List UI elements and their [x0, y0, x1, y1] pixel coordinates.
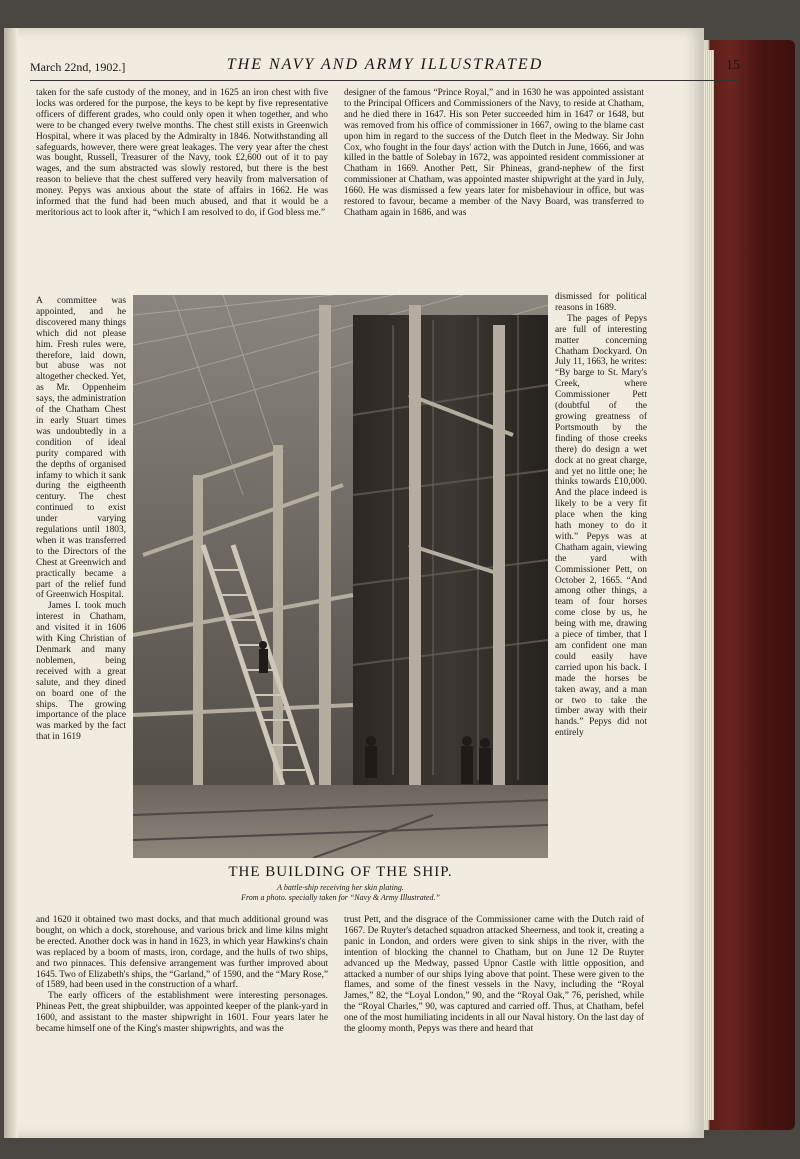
publication-title: THE NAVY AND ARMY ILLUSTRATED: [226, 56, 544, 73]
page-gutter: [4, 28, 18, 1138]
issue-date: March 22nd, 1902.]: [30, 60, 126, 74]
paragraph: taken for the safe custody of the money, and in 1625 an iron chest with five locks was ordered for the purpose, the keys to be kept by five representative officers of different grades, who could only open it when together, and who were to be changed every twelve months. The chest still exists in Greenwich Hospital, where it was placed by the Admiralty in 1846. Notwithstanding all safeguards, however, there were great leakages. The very year after the chest was bought, Russell, Treasurer of the Navy, took £2,600 out of it to pay wages, and the sum abstracted was slowly restored, but there is the best reason to believe that the chest suffered very heavily from malversation of money. Pepys was anxious about the state of affairs in 1662. He was informed that the fund had been much abused, and that it would be a meritorious act to look after it, “which I am resolved to do, if God bless me.”: [36, 88, 328, 218]
figure-source: From a photo. specially taken for “Navy & Army Illustrated.”: [241, 893, 440, 902]
right-column-top: [344, 88, 644, 219]
photo-illustration: [133, 295, 548, 858]
paragraph: A committee was appointed, and he discovered many things which did not please him. Fresh rules were, therefore, laid down, but abuse was not altogether checked. Yet, as Mr. Oppenheim says, the administration of the Chatham Chest in early Stuart times was undoubtedly in a condition of ideal purity compared with the depths of organised infamy to which it sank during the eigtheenth century. The chest continued to exist under varying regulations until 1803, when it was transferred to the Directors of the Chest at Greenwich and practically became a part of the relief fund of Greenwich Hospital.: [36, 296, 126, 601]
figure-title: THE BUILDING OF THE SHIP.: [228, 864, 453, 880]
figure-subtitle: A battle-ship receiving her skin plating.: [277, 883, 404, 892]
page-number: 15: [726, 58, 740, 73]
left-column-top: [36, 88, 328, 219]
header-rule: [30, 80, 740, 81]
left-column-bottom: [36, 915, 328, 1035]
shipbuilding-photo: [133, 295, 548, 858]
paragraph: The early officers of the establishment were interesting personages. Phineas Pett, the great shipbuilder, was appointed keeper of the plank-yard in 1600, and assistant to the master shipwright in 1601. Four years later he became himself one of the King's master shipwrights, and was the: [36, 991, 328, 1035]
paragraph: trust Pett, and the disgrace of the Commissioner came with the Dutch raid of 1667. De Ruyter's detached squadron attacked Sheerness, and took it, creating a panic in London, and orders were given to sink ships in the river, with the intention of blocking the channel to Chatham, but on June 12 De Ruyter advanced up the Medway, passed Upnor Castle with little opposition, and attacked a number of our ships lying above that point. These were given to the flames, and some of the finest vessels in the Navy, including the “Royal James,” 82, the “Loyal London,” 90, and the “Royal Oak,” 76, perished, while the “Royal Charles,” 90, was captured and carried off. Thus, at Chatham, befel one of the most humiliating incidents in all our Naval history. On the last day of the gloomy month, Pepys was there and heard that: [344, 915, 644, 1035]
paragraph: The pages of Pepys are full of interesting matter concerning Chatham Dockyard. On July 11, 1663, he writes: “By barge to St. Mary's Creek, where Commissioner Pett (doubtful of the growing greatness of Portsmouth by the finding of those creeks there) do design a wet dock at no great charge, and yet no little one; he thinks towards £10,000. And the place indeed is likely to be a very fit place when the king hath money to do it with.” Pepys was at Chatham again, viewing the yard with Commissioner Pett, on October 2, 1665. “And among other things, a team of four horses come close by us, he being with me, drawing a piece of timber, that I am confident one man could easily have carried upon his back. I made the horses be taken away, and a man or two to take the timber away with their hands.” Pepys did not entirely: [555, 313, 647, 739]
paragraph: dismissed for political reasons in 1689.: [555, 292, 647, 313]
right-column-bottom: [344, 915, 644, 1035]
paragraph: James I. took much interest in Chatham, and visited it in 1606 with King Christian of Denmark and many noblemen, being received with a great salute, and they dined on board one of the ships. The growing importance of the place was marked by the fact that in 1619: [36, 601, 126, 743]
book-binding: [700, 40, 795, 1130]
paragraph: and 1620 it obtained two mast docks, and that much additional ground was bought, on which a dock, storehouse, and various brick and lime kilns might be erected. Another dock was in hand in 1623, in which year Hawkins's chain was replaced by a boom of masts, iron, cordage, and the hulls of two ships, and two pinnaces. This defensive arrangement was further improved about 1645. Two of Elizabeth's ships, the “Garland,” of 1590, and the “Mary Rose,” of 1589, had been used in the construction of a wharf.: [36, 915, 328, 991]
paragraph: designer of the famous “Prince Royal,” and in 1630 he was appointed assistant to the Principal Officers and Commissioners of the Navy, to reside at Chatham, and he died there in 1647. His son Peter succeeded him in 1647 or 1648, but was removed from his office of commissioner in 1667, owing to the blame cast upon him in regard to the success of the Dutch fleet in the Medway. Sir John Cox, who fought in the four days' action with the Dutch in June, 1666, and was killed in the battle of Solebay in 1672, was appointed resident commissioner at Chatham in 1669. Another Pett, Sir Phineas, grand-nephew of the first commissioner at Chatham, was appointed master shipwright at the yard in July, 1660. He was dismissed a few years later for misbehaviour in office, but was restored to favour, became a member of the Navy Board, was transferred to Chatham again in 1686, and was: [344, 88, 644, 218]
left-column-narrow: [36, 296, 126, 743]
running-head: [30, 58, 740, 80]
right-column-narrow: [555, 292, 647, 739]
